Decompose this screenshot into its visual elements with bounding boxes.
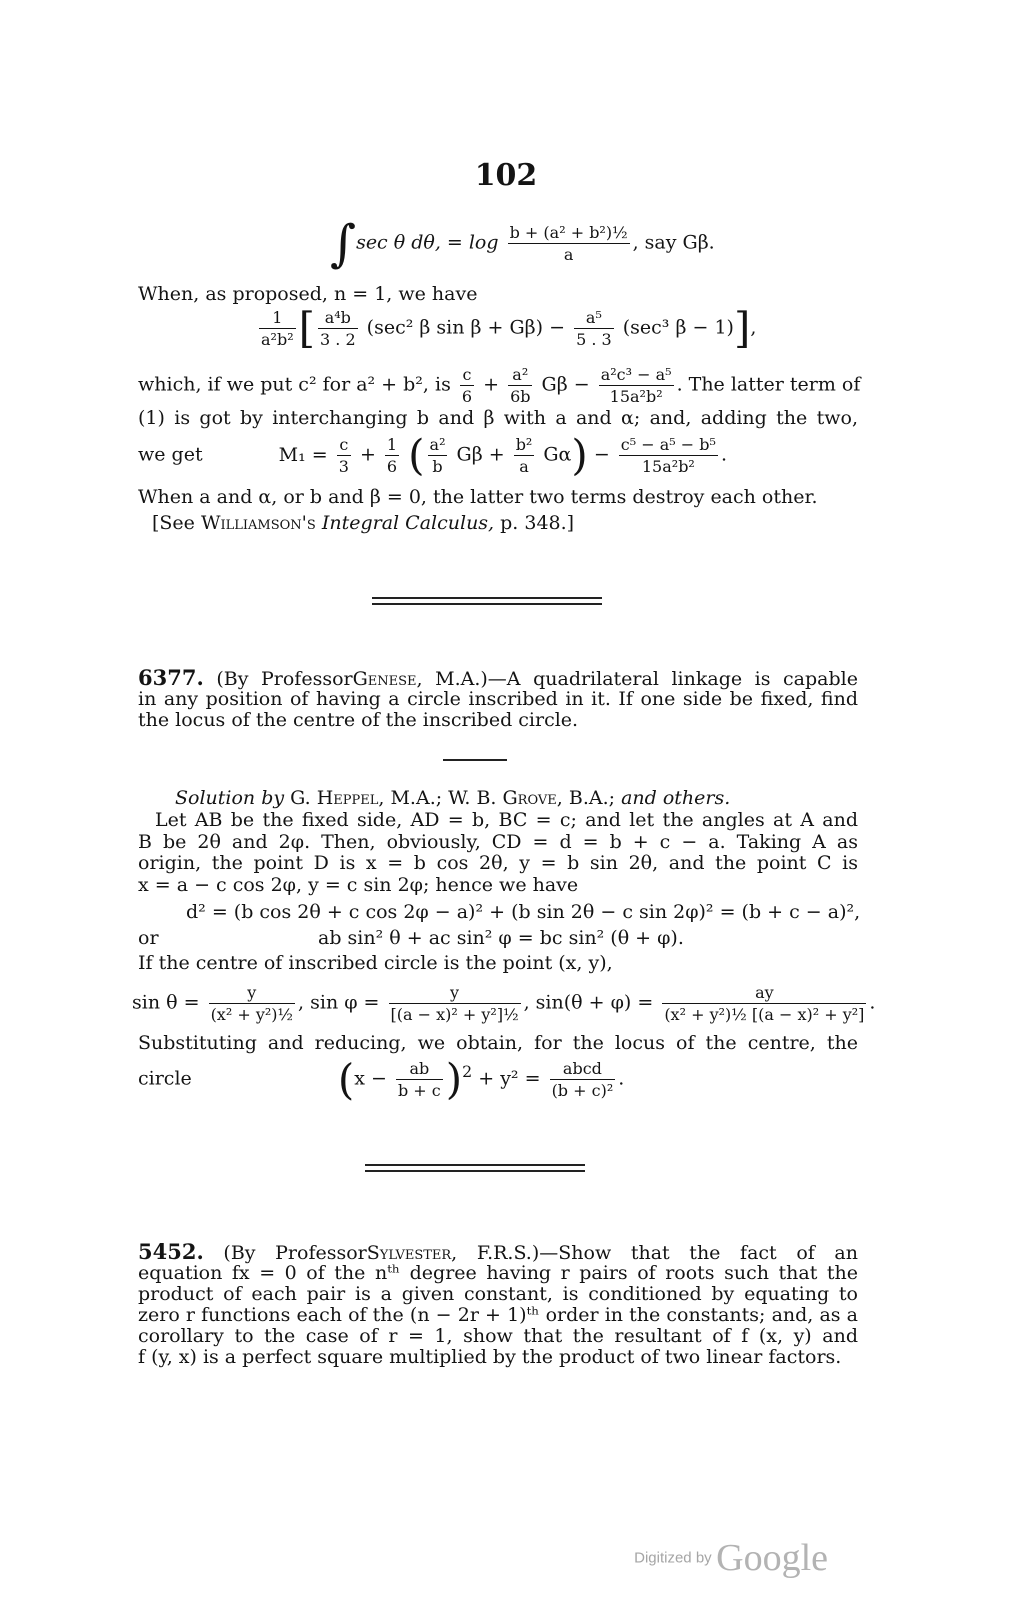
question-author: Genese, [352, 668, 423, 690]
fraction-numerator: b + (a² + b²)½ [509, 223, 628, 242]
page-number: 102 [474, 158, 538, 193]
text-line: corollary to the case of r = 1, show that the resultant of f (x, y) and [138, 1325, 858, 1347]
bracket-expression: $\frac{1}{\text{a²b²}}$ [ $\frac{\text{a⁴b}}{3 . 2}$ (sec² β sin β + Gβ) − $\frac{\text{a⁵}}{5 . 3}$ (sec³ β − 1)], [261, 303, 757, 353]
text-line: in any position of having a circle inscribed in it. If one side be fixed, find [138, 688, 858, 710]
integrand: sec θ dθ, = log [356, 231, 499, 254]
text-line: x = a − c cos 2φ, y = c sin 2φ; hence we have [138, 874, 579, 896]
divider [372, 603, 602, 605]
first-fraction: $\frac{\text{a⁴b}}{3 . 2}$ [320, 308, 356, 349]
question-author: Sylvester, [366, 1242, 458, 1264]
integral-sign: ∫ [330, 214, 357, 273]
divider [365, 1164, 585, 1166]
equation-line: d² = (b cos 2θ + c cos 2φ − a)² + (b sin 2θ − c sin 2φ)² = (b + c − a)², [186, 901, 861, 923]
equation-tail: , say Gβ. [632, 231, 715, 254]
circle-equation: circle (x − $\frac{ab}{b + c}$ )$^2$ + y² = $\frac{\text{abcd}}{\text{(b + c)²}}$ . [138, 1054, 625, 1104]
question-number: 6377. [138, 665, 204, 690]
text-line-with-fractions: which, if we put c² for a² + b², is $\frac{c}{6}$ + $\frac{\text{a²}}{6b}$ Gβ − $\frac{\text{a²c³ − a⁵}}{\text{15a²b²}}$ . The latter term of [138, 365, 861, 406]
expression-tail: (sec³ β − 1) [622, 316, 734, 339]
open-bracket: [ [298, 303, 315, 353]
integral-equation [330, 214, 715, 273]
digitized-watermark: Digitized by Google [634, 1537, 828, 1579]
m1-equation: we get M₁ = $\frac{c}{3}$ + $\frac{1}{6}$ ( $\frac{\text{a²}}{b}$ Gβ + $\frac{\text{b²}}{a}$ Gα) − $\frac{\text{c⁵ − a⁵ − b⁵}}{\text{15a²b²}}$ . [138, 430, 727, 480]
divider [372, 597, 602, 599]
text-line: Substituting and reducing, we obtain, for the locus of the centre, the [138, 1032, 858, 1054]
google-logo: Google [716, 1537, 828, 1579]
equation-line: ab sin² θ + ac sin² φ = bc sin² (θ + φ). [318, 927, 684, 949]
expression-middle: (sec² β sin β + Gβ) − [366, 316, 566, 339]
text-line: the locus of the centre of the inscribed circle. [138, 709, 579, 731]
text-line: When, as proposed, n = 1, we have [138, 283, 478, 305]
solvers: G. Heppel, M.A.; W. B. Grove, B.A.; [290, 787, 616, 809]
sine-equations: sin θ = $\frac{y}{\text{(x² + y²)½}}$ , sin φ = $\frac{y}{\text{[(a − x)² + y²]½}}$ , sin(θ + φ) = $\frac{ay}{\text{(x² + y²)½ [(a − x)² + y²]}}$ . [132, 983, 876, 1024]
close-bracket: ] [733, 303, 751, 353]
text-line: product of each pair is a given constant, is conditioned by equating to [138, 1283, 858, 1305]
solution-heading: Solution by G. Heppel, M.A.; W. B. Grove, B.A.; and others. [175, 787, 731, 809]
question-number: 5452. [138, 1239, 204, 1264]
text-line: zero r functions each of the (n − 2r + 1)ᵗʰ order in the constants; and, as a [138, 1304, 858, 1326]
divider [365, 1170, 585, 1172]
text-line: equation fx = 0 of the nᵗʰ degree having r pairs of roots such that the [138, 1262, 858, 1284]
or-label: or [138, 927, 159, 949]
reference-title: Integral Calculus, [321, 512, 495, 534]
text-line: When a and α, or b and β = 0, the latter two terms destroy each other. [138, 486, 818, 508]
short-divider [443, 759, 507, 761]
lead-fraction: $\frac{1}{\text{a²b²}}$ [261, 308, 294, 349]
second-fraction: $\frac{\text{a⁵}}{5 . 3}$ [576, 308, 612, 349]
text-line: origin, the point D is x = b cos 2θ, y = b sin 2θ, and the point C is [138, 852, 858, 874]
text-line: f (y, x) is a perfect square multiplied by the product of two linear factors. [138, 1346, 842, 1368]
reference-line: [See Williamson's Integral Calculus, p. 348.] [152, 512, 575, 534]
question-6377-line: 6377. (By ProfessorGenese, M.A.)—A quadrilateral linkage is capable [138, 665, 858, 690]
text-line: If the centre of inscribed circle is the point (x, y), [138, 952, 613, 974]
log-fraction [508, 222, 630, 265]
text-line: (1) is got by interchanging b and β with a and α; and, adding the two, [138, 407, 858, 429]
fraction-denominator: a [563, 245, 574, 264]
text-line: Let AB be the fixed side, AD = b, BC = c; and let the angles at A and [155, 809, 858, 831]
question-5452-line: 5452. (By ProfessorSylvester, F.R.S.)—Show that the fact of an [138, 1239, 858, 1264]
text-line: B be 2θ and 2φ. Then, obviously, CD = d = b + c − a. Taking A as [138, 831, 858, 853]
reference-author: Williamson's [200, 512, 316, 534]
